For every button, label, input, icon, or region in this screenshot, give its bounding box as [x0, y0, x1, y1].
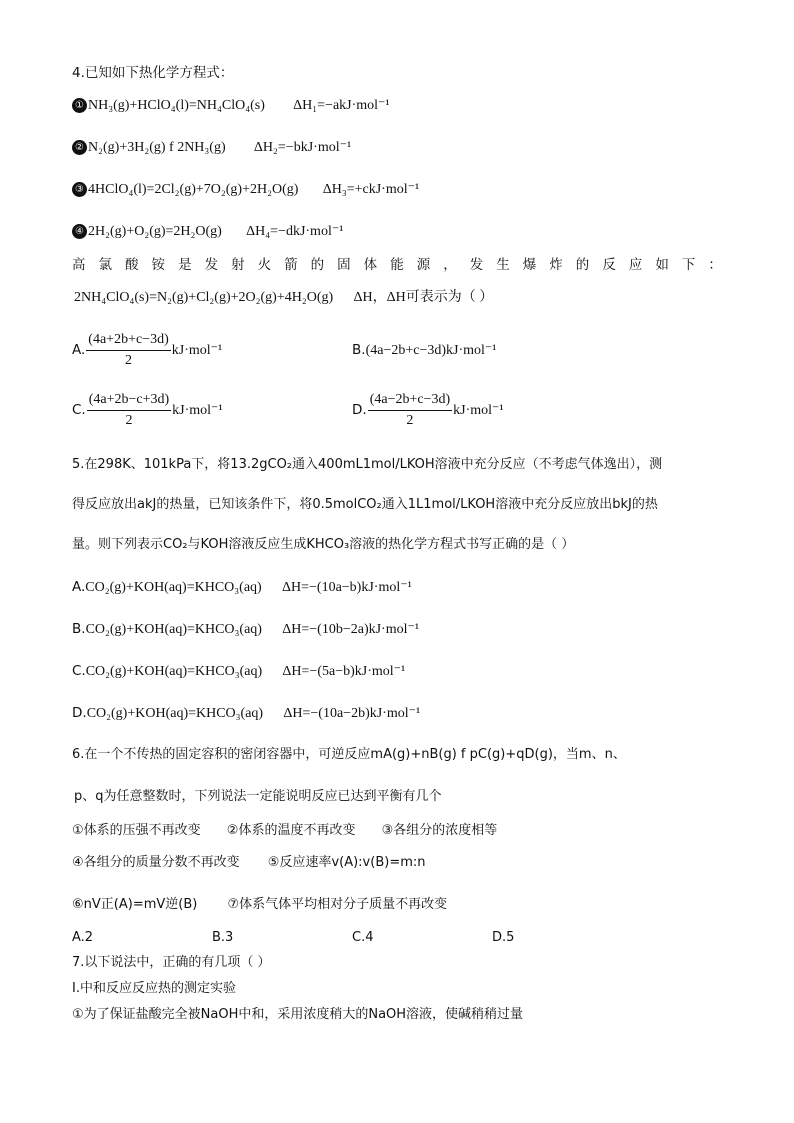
q4-stem-char: 体 [363, 257, 378, 273]
q5-option-a-eq: CO₂(g)+KOH(aq)=KHCO₃(aq) [85, 580, 262, 595]
q6-statement-7: ⑦体系气体平均相对分子质量不再改变 [227, 897, 448, 912]
q4-reaction-dh: ΔH，ΔH可表示为（ ） [353, 290, 494, 305]
q4-option-a [72, 332, 222, 369]
q6-statement-2: ②体系的温度不再改变 [226, 823, 356, 838]
q4-stem-char: 射 [231, 257, 245, 273]
q4-eq1-label: ① [72, 98, 87, 113]
q4-option-d-num: (4a−2b+c−3d) [368, 392, 452, 411]
q4-eq3-label: ③ [72, 182, 87, 197]
q5-option-b [72, 620, 419, 639]
q6-choice-a: A.2 [72, 930, 94, 945]
q4-eq3-text: 4HClO₄(l)=2Cl₂(g)+7O₂(g)+2H₂O(g) [88, 182, 299, 197]
q6-statement-5: ⑤反应速率v(A):v(B)=m:n [267, 855, 426, 870]
q4-dh1: ΔH₁=−akJ·mol⁻¹ [293, 98, 390, 113]
q4-stem-char: 源 [416, 257, 431, 273]
q6-statements-row-2 [72, 854, 426, 872]
q4-stem-char: 铵 [151, 257, 166, 273]
q4-equation-1 [72, 96, 390, 115]
q4-option-a-num: (4a+2b+c−3d) [86, 332, 170, 351]
q5-option-a [72, 578, 412, 597]
q4-stem-char: 爆 [522, 257, 537, 273]
q4-equation-4 [72, 222, 343, 241]
q5-option-c-label: C. [72, 663, 86, 679]
q4-stem-char: 能 [390, 257, 404, 273]
q4-eq1-text: NH₃(g)+HClO₄(l)=NH₄ClO₄(s) [88, 98, 265, 113]
q4-eq2-label: ② [72, 140, 87, 155]
q5-option-a-dh: ΔH=−(10a−b)kJ·mol⁻¹ [282, 580, 412, 595]
q4-option-d-den: 2 [406, 413, 414, 428]
q4-option-a-unit: kJ·mol⁻¹ [171, 343, 223, 358]
q4-stem-char: 反 [602, 257, 616, 273]
q4-option-c-num: (4a+2b−c+3d) [87, 392, 171, 411]
q5-option-d [72, 704, 420, 723]
q4-stem-char: 箭 [284, 257, 298, 273]
q4-option-c-den: 2 [125, 413, 133, 428]
q4-stem-char: 如 [655, 257, 669, 273]
q7-line-2: Ⅰ.中和反应反应热的测定实验 [72, 981, 236, 996]
q4-stem-char: 高 [72, 257, 86, 273]
q5-line-3: 量。则下列表示CO₂与KOH溶液反应生成KHCO₃溶液的热化学方程式书写正确的是（ ） [72, 537, 575, 552]
q4-option-a-den: 2 [125, 353, 133, 368]
q4-dh2: ΔH₂=−bkJ·mol⁻¹ [253, 140, 352, 155]
q5-option-a-label: A. [72, 579, 86, 595]
q4-option-b-unit: kJ·mol⁻¹ [446, 343, 497, 358]
q4-stem-char: 是 [178, 257, 192, 273]
q4-stem-char: 生 [496, 257, 510, 273]
q5-option-b-dh: ΔH=−(10b−2a)kJ·mol⁻¹ [282, 622, 420, 637]
q5-option-c [72, 662, 405, 681]
q4-reaction-line [74, 288, 493, 307]
q4-option-c-unit: kJ·mol⁻¹ [172, 403, 223, 418]
q4-stem-char: 发 [204, 257, 219, 273]
q6-statement-1: ①体系的压强不再改变 [72, 823, 201, 838]
q4-stem-char: 炸 [549, 257, 563, 273]
q4-stem-char: 氯 [98, 257, 113, 273]
q4-stem-char: 发 [469, 257, 484, 273]
q4-eq4-text: 2H₂(g)+O₂(g)=2H₂O(g) [88, 224, 222, 239]
q4-eq2-text: N₂(g)+3H₂(g) f 2NH₃(g) [88, 140, 226, 155]
q4-stem-char: 的 [310, 257, 325, 273]
q4-stem-char: 的 [575, 257, 590, 273]
q4-equation-3 [72, 180, 419, 199]
q5-line-1: 5.在298K、101kPa下，将13.2gCO₂通入400mL1mol/LKOH溶液中充分反应（不考虑气体逸出），测 [72, 457, 663, 472]
q5-option-b-eq: CO₂(g)+KOH(aq)=KHCO₃(aq) [85, 622, 262, 637]
q5-option-c-eq: CO₂(g)+KOH(aq)=KHCO₃(aq) [85, 664, 263, 679]
q4-option-d-label: D. [352, 402, 367, 418]
q6-statements-row-3 [72, 896, 447, 914]
q4-stem-line [72, 256, 722, 274]
q4-stem-char: ， [443, 257, 457, 273]
q4-option-c [72, 392, 223, 429]
q7-line-3: ①为了保证盐酸完全被NaOH中和，采用浓度稍大的NaOH溶液，使碱稍稍过量 [72, 1007, 524, 1022]
q6-statement-6: ⑥nV正(A)=mV逆(B) [72, 897, 198, 912]
q5-line-2: 得反应放出akJ的热量，已知该条件下，将0.5molCO₂通入1L1mol/LKOH溶液中充分反应放出bkJ的热 [72, 497, 658, 512]
q4-option-b-label: B. [352, 342, 366, 358]
q5-option-d-label: D. [72, 705, 87, 721]
q6-statement-3: ③各组分的浓度相等 [381, 823, 498, 838]
q6-line-1: 6.在一个不传热的固定容积的密闭容器中，可逆反应mA(g)+nB(g) f pC(g)+qD(g)，当m、n、 [72, 747, 626, 762]
q4-stem-char: 固 [337, 257, 351, 273]
q4-stem-char: 酸 [125, 257, 139, 273]
q5-option-d-dh: ΔH=−(10a−2b)kJ·mol⁻¹ [283, 706, 421, 721]
q5-option-d-eq: CO₂(g)+KOH(aq)=KHCO₃(aq) [86, 706, 264, 721]
q4-equation-2 [72, 138, 351, 157]
q4-dh4: ΔH₄=−dkJ·mol⁻¹ [246, 224, 344, 239]
q6-line-2: p、q为任意整数时，下列说法一定能说明反应已达到平衡有几个 [74, 789, 442, 804]
q4-option-d [352, 392, 504, 429]
q4-option-d-unit: kJ·mol⁻¹ [453, 403, 504, 418]
q4-option-b [352, 342, 497, 359]
q6-choice-d: D.5 [492, 930, 515, 945]
q4-stem-char: 下 [681, 257, 696, 273]
q4-stem-char: 火 [257, 257, 272, 273]
q5-option-c-dh: ΔH=−(5a−b)kJ·mol⁻¹ [282, 664, 406, 679]
q4-option-c-label: C. [72, 402, 86, 418]
q6-statements-row-1 [72, 822, 497, 840]
q4-reaction: 2NH₄ClO₄(s)=N₂(g)+Cl₂(g)+2O₂(g)+4H₂O(g) [74, 290, 334, 305]
q6-choice-b: B.3 [212, 930, 234, 945]
q4-eq4-label: ④ [72, 224, 87, 239]
q6-choice-c: C.4 [352, 930, 374, 945]
q4-dh3: ΔH₃=+ckJ·mol⁻¹ [322, 182, 420, 197]
q4-option-b-num: (4a−2b+c−3d) [365, 343, 447, 358]
q6-statement-4: ④各组分的质量分数不再改变 [72, 855, 240, 870]
q5-option-b-label: B. [72, 621, 86, 637]
q4-stem-char: ： [708, 257, 722, 273]
q4-intro: 4.已知如下热化学方程式： [72, 65, 234, 81]
q4-option-a-label: A. [72, 342, 86, 358]
q7-line-1: 7.以下说法中，正确的有几项（ ） [72, 955, 271, 970]
q4-stem-char: 应 [628, 257, 643, 273]
